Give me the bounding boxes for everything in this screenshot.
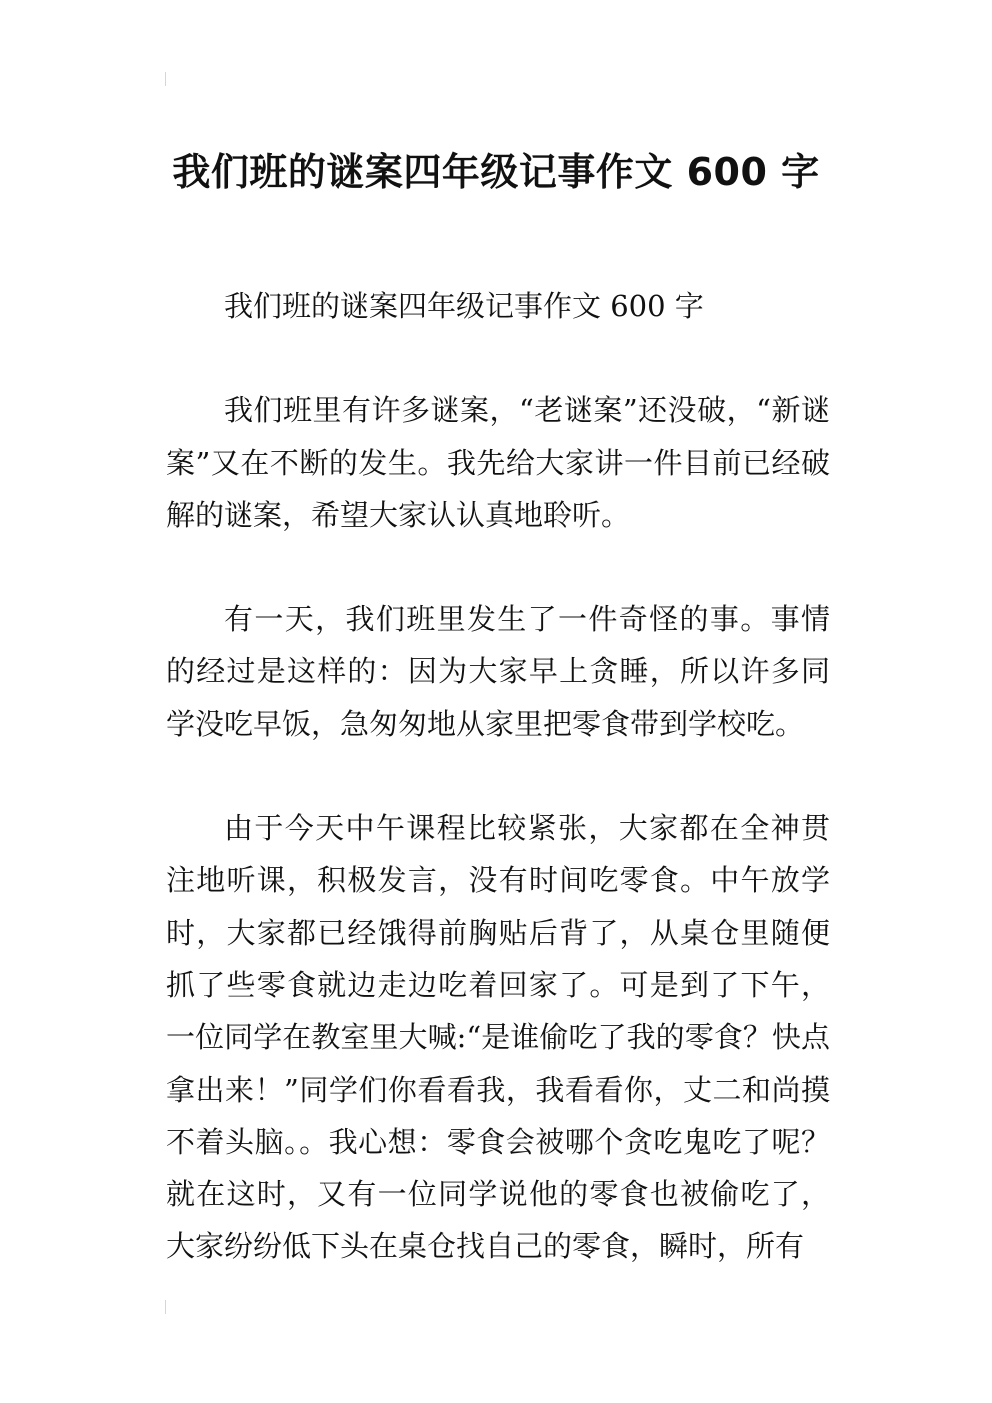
- paragraph-2: 有一天，我们班里发生了一件奇怪的事。事情的经过是这样的：因为大家早上贪睡，所以许多同学没吃早饭，急匆匆地从家里把零食带到学校吃。: [166, 602, 830, 741]
- document-subtitle: 我们班的谜案四年级记事作文 600 字: [224, 289, 704, 323]
- document-body: [166, 280, 830, 1325]
- paragraph-1: 我们班里有许多谜案，“老谜案”还没破，“新谜案”又在不断的发生。我先给大家讲一件目前已经破解的谜案，希望大家认认真地聆听。: [166, 393, 830, 532]
- document-title: 我们班的谜案四年级记事作文 600 字: [172, 150, 820, 195]
- page-corner-mark-bottom: [165, 1300, 166, 1314]
- page-corner-mark-top: [165, 72, 166, 86]
- paragraph-3: 由于今天中午课程比较紧张，大家都在全神贯注地听课，积极发言，没有时间吃零食。中午放学时，大家都已经饿得前胸贴后背了，从桌仓里随便抓了些零食就边走边吃着回家了。可是到了下午，一位同学在教室里大喊:“是谁偷吃了我的零食？快点拿出来！”同学们你看看我，我看看你，丈二和尚摸不着头脑。。我心想：零食会被哪个贪吃鬼吃了呢？就在这时，又有一位同学说他的零食也被偷吃了，大家纷纷低下头在桌仓找自己的零食，瞬时，所有: [166, 811, 830, 1264]
